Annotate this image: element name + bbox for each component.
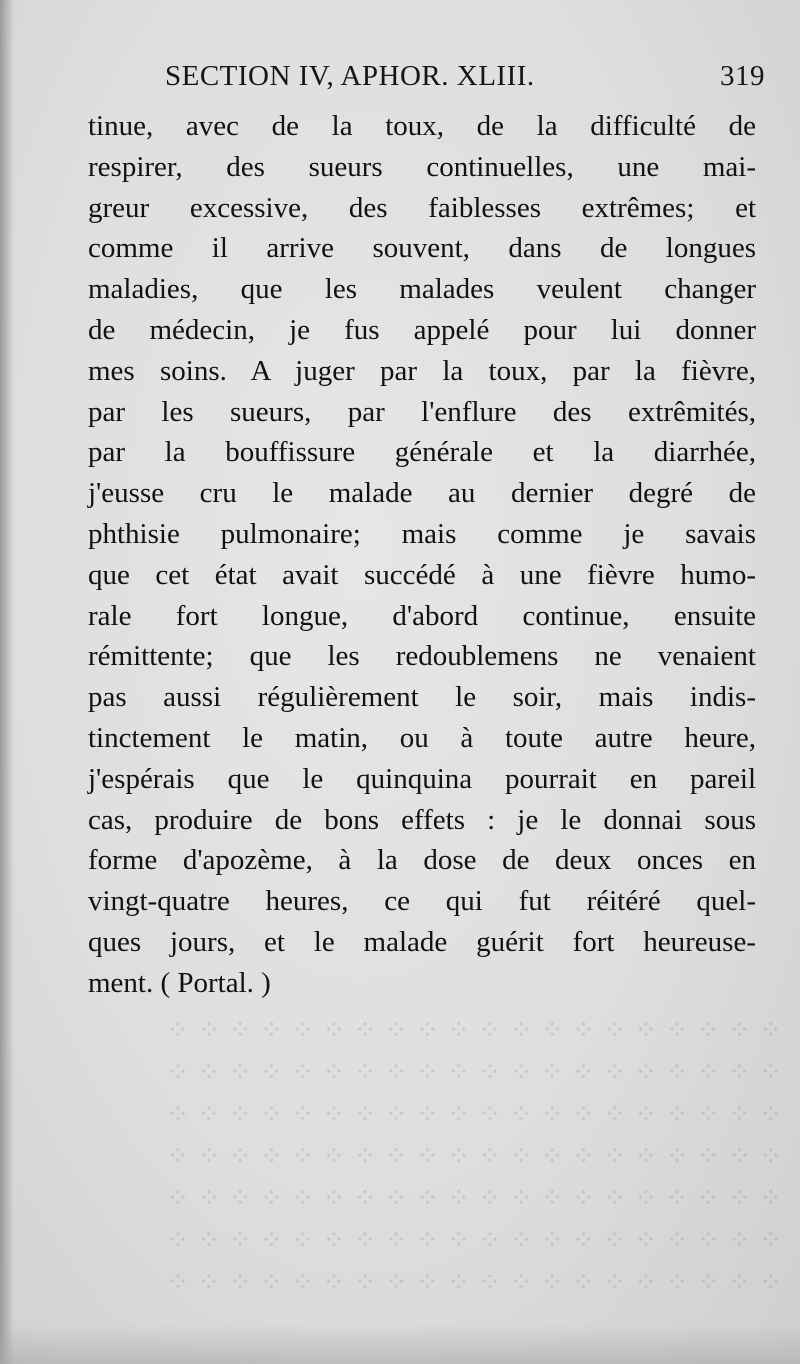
text-line: cas, produire de bons effets : je le donnai sous xyxy=(88,803,756,836)
text-line: par la bouffissure générale et la diarrhée, xyxy=(88,436,756,469)
text-line: maladies, que les malades veulent changer xyxy=(88,273,756,306)
text-line: phthisie pulmonaire; mais comme je savais xyxy=(88,517,756,550)
page-bottom-shadow xyxy=(0,1324,800,1364)
page-number: 319 xyxy=(720,60,765,92)
text-line: comme il arrive souvent, dans de longues xyxy=(88,232,756,265)
text-line: tinctement le matin, ou à toute autre heure, xyxy=(88,721,756,754)
text-line: tinue, avec de la toux, de la difficulté de xyxy=(88,110,756,142)
text-line: respirer, des sueurs continuelles, une mai- xyxy=(88,150,756,183)
bleed-through-texture: ⁘ ⁘ ⁘ ⁘ ⁘ ⁘ ⁘ ⁘ ⁘ ⁘ ⁘ ⁘ ⁘ ⁘ ⁘ ⁘ ⁘ ⁘ ⁘ ⁘ ⁘ ⁘ ⁘ ⁘ ⁘ ⁘ ⁘ ⁘ ⁘ ⁘ ⁘ ⁘ ⁘ ⁘ ⁘ ⁘ ⁘ ⁘ ⁘ ⁘ ⁘ ⁘ ⁘ ⁘ ⁘ ⁘ ⁘ ⁘ ⁘ ⁘ ⁘ ⁘ ⁘ ⁘ ⁘ ⁘ ⁘ ⁘ ⁘ ⁘ ⁘ ⁘ ⁘ ⁘ ⁘ ⁘ ⁘ ⁘ ⁘ ⁘ ⁘ ⁘ ⁘ ⁘ ⁘ ⁘ ⁘ ⁘ ⁘ ⁘ ⁘ ⁘ ⁘ ⁘ ⁘ ⁘ ⁘ ⁘ ⁘ ⁘ ⁘ ⁘ ⁘ ⁘ ⁘ ⁘ ⁘ ⁘ ⁘ ⁘ ⁘ ⁘ ⁘ ⁘ ⁘ ⁘ ⁘ ⁘ ⁘ ⁘ ⁘ ⁘ ⁘ ⁘ ⁘ ⁘ ⁘ ⁘ ⁘ ⁘ ⁘ ⁘ ⁘ ⁘ ⁘ ⁘ ⁘ ⁘ ⁘ ⁘ ⁘ ⁘ ⁘ ⁘ ⁘ ⁘ ⁘ ⁘ ⁘ ⁘ xyxy=(166,1015,782,1298)
text-line: par les sueurs, par l'enflure des extrêmités, xyxy=(88,395,756,428)
text-line: de médecin, je fus appelé pour lui donner xyxy=(88,313,756,346)
text-line: que cet état avait succédé à une fièvre humo- xyxy=(88,558,756,591)
running-header xyxy=(165,60,765,100)
text-line: mes soins. A juger par la toux, par la fièvre, xyxy=(88,354,756,387)
text-line: forme d'apozème, à la dose de deux onces en xyxy=(88,844,756,877)
running-title: SECTION IV, APHOR. XLIII. xyxy=(165,60,535,92)
page-left-shadow xyxy=(0,0,14,1364)
text-line: j'eusse cru le malade au dernier degré de xyxy=(88,477,756,510)
text-line: pas aussi régulièrement le soir, mais indis- xyxy=(88,681,756,714)
text-line: j'espérais que le quinquina pourrait en pareil xyxy=(88,762,756,795)
text-line: vingt-quatre heures, ce qui fut réitéré quel- xyxy=(88,885,756,918)
text-line-final: ment. ( Portal. ) xyxy=(88,966,271,999)
text-line: rémittente; que les redoublemens ne venaient xyxy=(88,640,756,673)
text-line: greur excessive, des faiblesses extrêmes; et xyxy=(88,191,756,224)
body-text xyxy=(88,106,756,1004)
text-line: rale fort longue, d'abord continue, ensuite xyxy=(88,599,756,632)
text-line: ques jours, et le malade guérit fort heureuse- xyxy=(88,925,756,958)
